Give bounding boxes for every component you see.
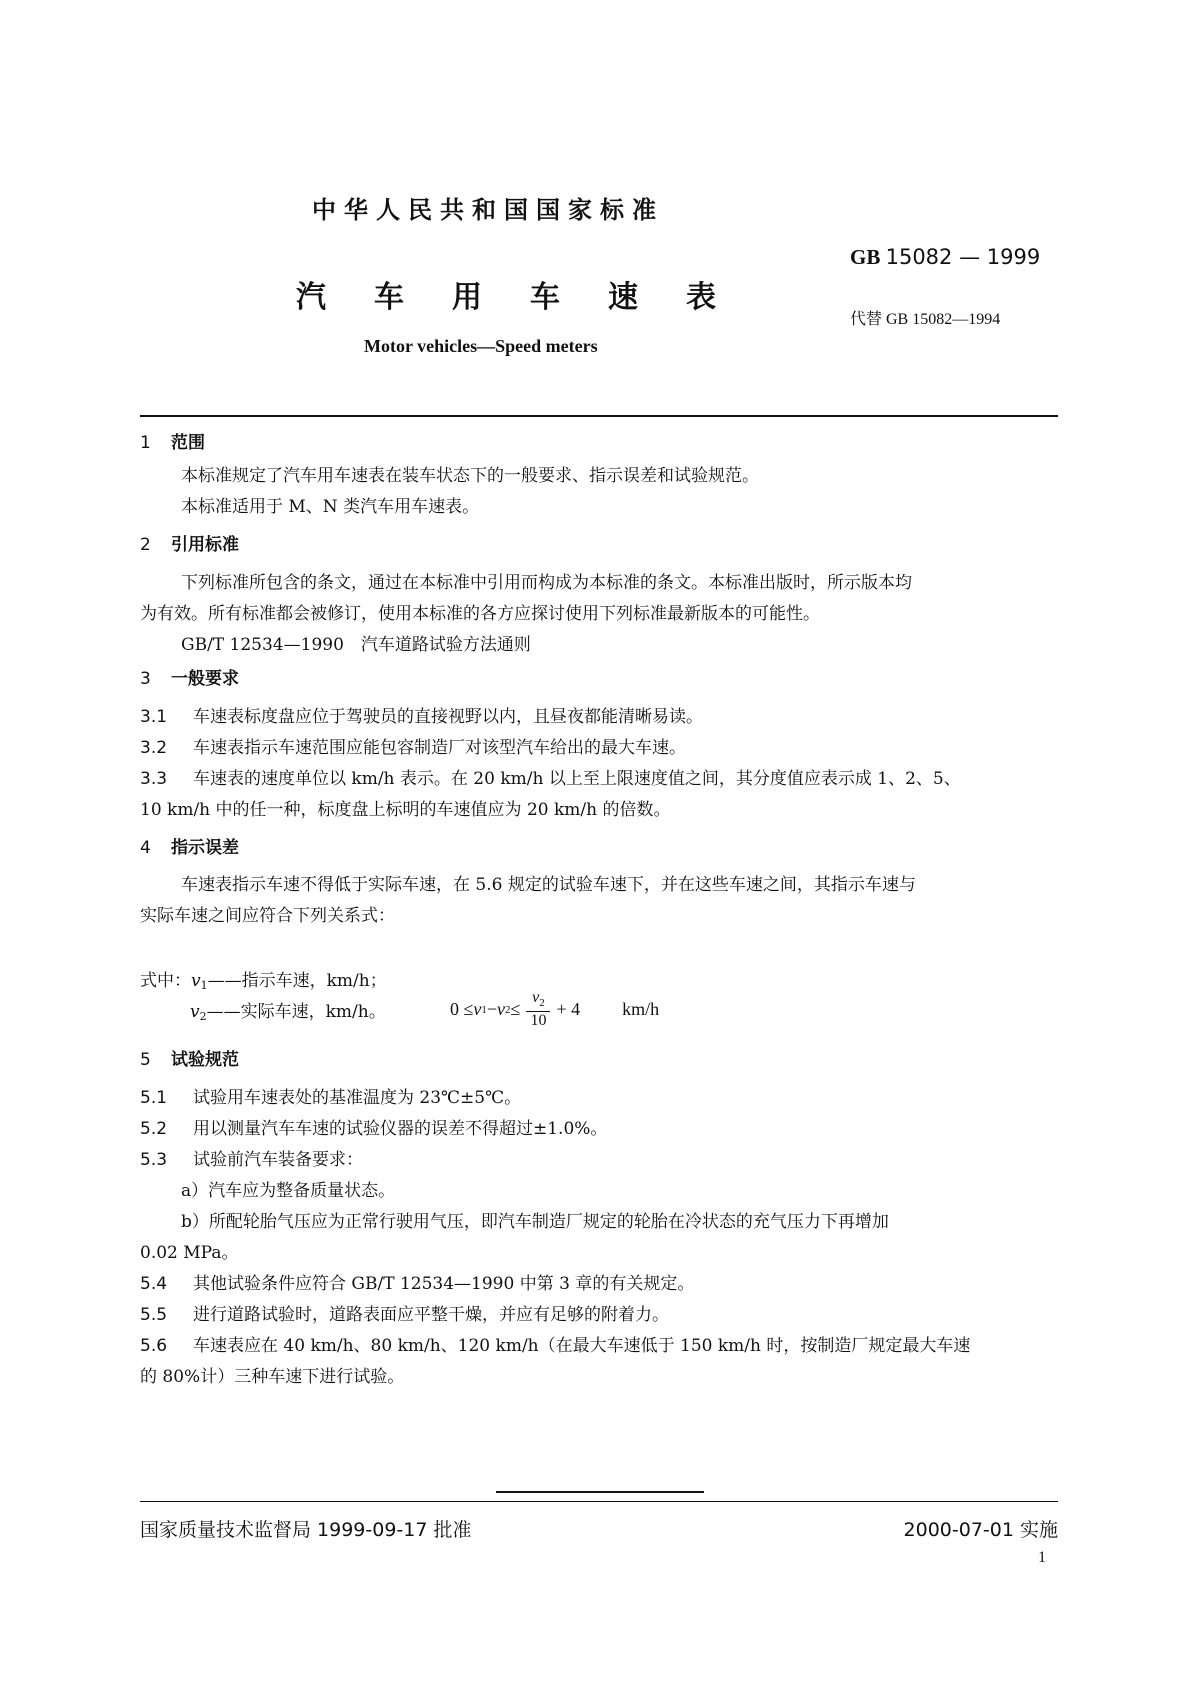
clause-number: 5.6 [140, 1336, 168, 1356]
clause-5-1 [140, 1083, 521, 1108]
fraction-numerator-sub: 2 [539, 997, 545, 1009]
section-title: 指示误差 [171, 838, 239, 858]
formula-unit: km/h [622, 999, 660, 1020]
where-label: 式中： [140, 971, 191, 991]
footer-divider [140, 1501, 1058, 1502]
footer-short-divider [496, 1491, 704, 1493]
clause-5-6-continued: 的 80%计）三种车速下进行试验。 [140, 1367, 405, 1387]
formula-var-v1: v [473, 999, 482, 1020]
clause-3-2 [140, 733, 686, 758]
formula-plus-term: + 4 [556, 999, 581, 1020]
clause-text: 车速表指示车速范围应能包容制造厂对该型汽车给出的最大车速。 [193, 738, 686, 758]
clause-5-6 [140, 1331, 970, 1356]
section-2-paragraph-line-1: 下列标准所包含的条文，通过在本标准中引用而构成为本标准的条文。本标准出版时，所示版本均 [181, 573, 912, 593]
clause-number: 3.3 [140, 769, 168, 789]
national-standard-title: 中华人民共和国国家标准 [312, 196, 664, 224]
clause-number: 5.1 [140, 1088, 168, 1108]
where-sub-2: 2 [199, 1010, 207, 1023]
clause-number: 5.3 [140, 1150, 168, 1170]
section-1-paragraph-2: 本标准适用于 M、N 类汽车用车速表。 [181, 497, 480, 517]
fraction-denominator: 10 [530, 1011, 547, 1029]
clause-5-2 [140, 1114, 607, 1139]
clause-text: 车速表的速度单位以 km/h 表示。在 20 km/h 以上至上限速度值之间，其分度值应表示成 1、2、5、 [193, 769, 961, 789]
formula-fraction [526, 990, 550, 1029]
replaces-standard: 代替 GB 15082—1994 [850, 311, 1001, 328]
section-number: 4 [140, 838, 151, 858]
section-3-heading [140, 664, 239, 689]
clause-number: 3.2 [140, 738, 168, 758]
section-title: 范围 [171, 433, 205, 453]
formula-lower-bound: 0 ≤ [450, 999, 474, 1020]
section-1-heading [140, 428, 205, 453]
clause-number: 5.4 [140, 1274, 168, 1294]
formula-minus: − [486, 999, 498, 1020]
where-var-v2: v [190, 1002, 200, 1022]
approval-line: 国家质量技术监督局 1999-09-17 批准 [140, 1519, 472, 1541]
where-def-2: ——实际车速，km/h。 [206, 1002, 386, 1022]
page-number: 1 [1038, 1549, 1046, 1566]
standard-code-prefix: GB [850, 245, 881, 269]
document-title-en: Motor vehicles—Speed meters [364, 336, 598, 356]
clause-number: 3.1 [140, 707, 168, 727]
clause-5-3-item-b: b）所配轮胎气压应为正常行驶用气压，即汽车制造厂规定的轮胎在冷状态的充气压力下再增加 [181, 1212, 889, 1232]
where-def-1: ——指示车速，km/h； [207, 971, 387, 991]
section-1-paragraph-1: 本标准规定了汽车用车速表在装车状态下的一般要求、指示误差和试验规范。 [181, 466, 759, 486]
clause-3-3 [140, 764, 961, 789]
normative-reference: GB/T 12534—1990 汽车道路试验方法通则 [181, 635, 531, 655]
clause-text: 用以测量汽车车速的试验仪器的误差不得超过±1.0%。 [193, 1119, 608, 1139]
section-title: 引用标准 [171, 535, 239, 555]
error-formula [450, 990, 659, 1029]
clause-3-1 [140, 702, 703, 727]
clause-3-3-continued: 10 km/h 中的任一种，标度盘上标明的车速值应为 20 km/h 的倍数。 [140, 800, 671, 820]
section-4-paragraph-line-2: 实际车速之间应符合下列关系式： [140, 906, 395, 926]
clause-5-3 [140, 1145, 363, 1170]
section-5-heading [140, 1045, 239, 1070]
clause-text: 车速表应在 40 km/h、80 km/h、120 km/h（在最大车速低于 150 km/h 时，按制造厂规定最大车速 [193, 1336, 971, 1356]
section-title: 试验规范 [171, 1050, 239, 1070]
clause-text: 试验用车速表处的基准温度为 23℃±5℃。 [193, 1088, 522, 1108]
section-4-heading [140, 833, 239, 858]
section-number: 3 [140, 669, 151, 689]
header-divider [140, 415, 1058, 417]
fraction-numerator-var: v [532, 989, 540, 1006]
where-line-2 [190, 997, 386, 1023]
clause-5-5 [140, 1300, 669, 1325]
clause-5-4 [140, 1269, 694, 1294]
clause-5-3-item-b-continued: 0.02 MPa。 [140, 1243, 239, 1263]
formula-var-v2: v [497, 999, 506, 1020]
clause-text: 其他试验条件应符合 GB/T 12534—1990 中第 3 章的有关规定。 [193, 1274, 695, 1294]
section-number: 1 [140, 433, 151, 453]
where-line-1 [140, 966, 387, 992]
clause-text: 试验前汽车装备要求： [193, 1150, 363, 1170]
formula-sub-1: 1 [481, 1003, 487, 1016]
section-number: 5 [140, 1050, 151, 1070]
section-2-heading [140, 530, 239, 555]
clause-number: 5.2 [140, 1119, 168, 1139]
where-var-v1: v [191, 971, 201, 991]
where-sub-1: 1 [200, 979, 208, 992]
clause-text: 进行道路试验时，道路表面应平整干燥，并应有足够的附着力。 [193, 1305, 669, 1325]
standard-code-number: 15082 — 1999 [885, 245, 1041, 269]
standard-code [850, 245, 1040, 270]
section-4-paragraph-line-1: 车速表指示车速不得低于实际车速，在 5.6 规定的试验车速下，并在这些车速之间，其指示车速与 [181, 875, 916, 895]
clause-number: 5.5 [140, 1305, 168, 1325]
formula-le: ≤ [510, 999, 521, 1020]
section-number: 2 [140, 535, 151, 555]
clause-text: 车速表标度盘应位于驾驶员的直接视野以内，且昼夜都能清晰易读。 [193, 707, 703, 727]
document-title-cn: 汽车用车速表 [296, 280, 764, 315]
section-title: 一般要求 [171, 669, 239, 689]
section-2-paragraph-line-2: 为有效。所有标准都会被修订，使用本标准的各方应探讨使用下列标准最新版本的可能性。 [140, 604, 820, 624]
fraction-numerator [532, 990, 545, 1010]
formula-sub-2: 2 [505, 1003, 511, 1016]
clause-5-3-item-a: a）汽车应为整备质量状态。 [181, 1181, 396, 1201]
implementation-date: 2000-07-01 实施 [903, 1519, 1058, 1541]
